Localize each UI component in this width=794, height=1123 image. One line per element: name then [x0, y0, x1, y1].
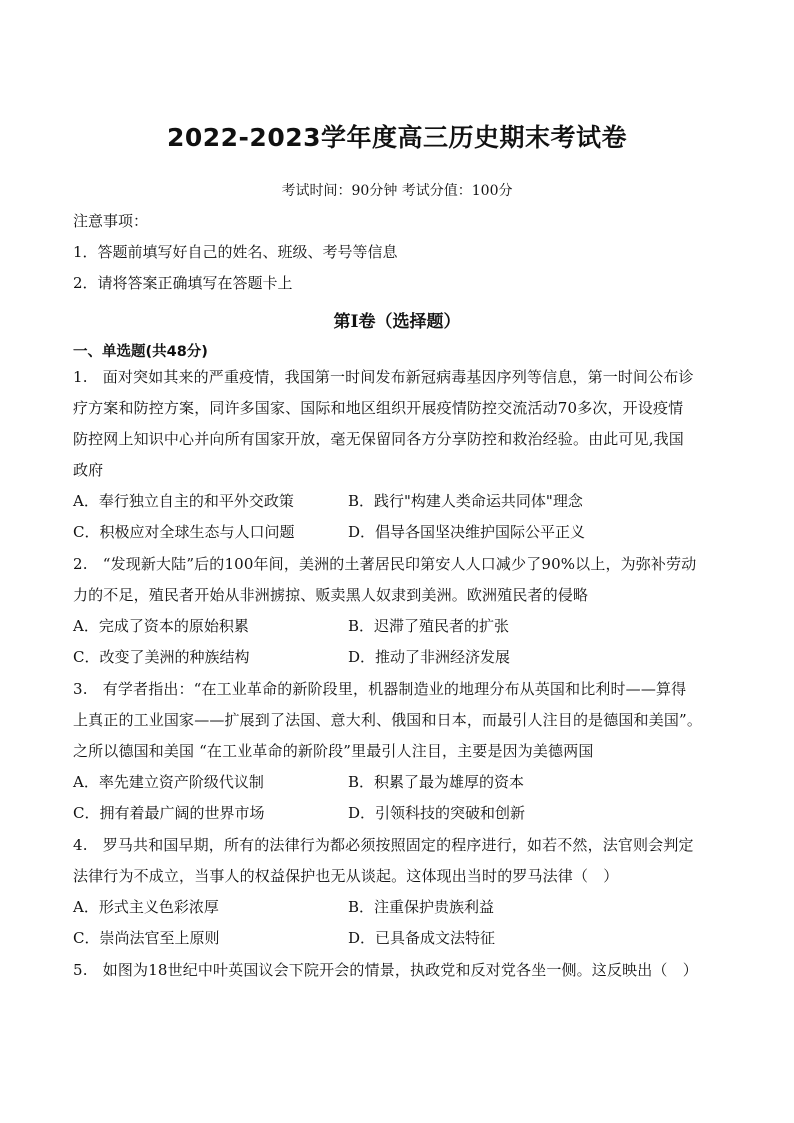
question-1-option-a: A．奉行独立自主的和平外交政策: [73, 492, 294, 510]
question-2-option-d: D．推动了非洲经济发展: [348, 648, 511, 666]
question-1-line: 政府: [73, 461, 104, 479]
question-4-option-b: B．注重保护贵族利益: [348, 898, 495, 916]
question-4-line: 4. 罗马共和国早期，所有的法律行为都必须按照固定的程序进行，如若不然，法官则会判定: [73, 836, 694, 854]
exam-title: 2022-2023学年度高三历史期末考试卷: [166, 123, 628, 152]
question-4-line: 法律行为不成立，当事人的权益保护也无从谈起。这体现出当时的罗马法律（ ）: [73, 867, 619, 885]
question-4-option-d: D．已具备成文法特征: [348, 929, 496, 947]
question-3-option-c: C．拥有着最广阔的世界市场: [73, 804, 265, 822]
question-1-option-c: C．积极应对全球生态与人口问题: [73, 523, 295, 541]
question-1-option-b: B．践行"构建人类命运共同体"理念: [348, 492, 583, 510]
question-3-line: 之所以德国和美国 “在工业革命的新阶段”里最引人注目，主要是因为美德两国: [73, 742, 594, 760]
notice-label: 注意事项：: [73, 212, 149, 230]
question-3-option-a: A．率先建立资产阶级代议制: [73, 773, 264, 791]
question-1-line: 防控网上知识中心并向所有国家开放，毫无保留同各方分享防控和救治经验。由此可见,我国: [73, 430, 684, 448]
question-2-option-c: C．改变了美洲的种族结构: [73, 648, 250, 666]
question-3-option-b: B．积累了最为雄厚的资本: [348, 773, 525, 791]
question-4-option-a: A．形式主义色彩浓厚: [73, 898, 219, 916]
question-2-option-b: B．迟滞了殖民者的扩张: [348, 617, 510, 635]
question-3-line: 上真正的工业国家——扩展到了法国、意大利、俄国和日本，而最引人注目的是德国和美国”。: [73, 711, 702, 729]
notice-item: 2．请将答案正确填写在答题卡上: [73, 274, 293, 292]
question-4-option-c: C．崇尚法官至上原则: [73, 929, 220, 947]
question-5-line: 5. 如图为18世纪中叶英国议会下院开会的情景，执政党和反对党各坐一侧。这反映出（ ）: [73, 961, 698, 979]
question-3-option-d: D．引领科技的突破和创新: [348, 804, 526, 822]
question-2-line: 2. “发现新大陆”后的100年间，美洲的土著居民印第安人人口减少了90%以上，为弥补劳动: [73, 555, 697, 573]
question-3-line: 3. 有学者指出：“在工业革命的新阶段里，机器制造业的地理分布从英国和比利时——算得: [73, 680, 687, 698]
question-2-line: 力的不足，殖民者开始从非洲掳掠、贩卖黑人奴隶到美洲。欧洲殖民者的侵略: [73, 586, 589, 604]
part-heading: 一、单选题(共48分): [73, 344, 208, 360]
notice-item: 1．答题前填写好自己的姓名、班级、考号等信息: [73, 243, 398, 261]
question-1-option-d: D．倡导各国坚决维护国际公平正义: [348, 523, 586, 541]
exam-info: 考试时间：90分钟 考试分值：100分: [281, 183, 513, 199]
question-1-line: 疗方案和防控方案，同许多国家、国际和地区组织开展疫情防控交流活动70多次，开设疫情: [73, 399, 684, 417]
question-2-option-a: A．完成了资本的原始积累: [73, 617, 249, 635]
section-title: 第Ⅰ卷（选择题）: [333, 312, 461, 332]
question-1-line: 1. 面对突如其来的严重疫情，我国第一时间发布新冠病毒基因序列等信息，第一时间公布诊: [73, 368, 694, 386]
